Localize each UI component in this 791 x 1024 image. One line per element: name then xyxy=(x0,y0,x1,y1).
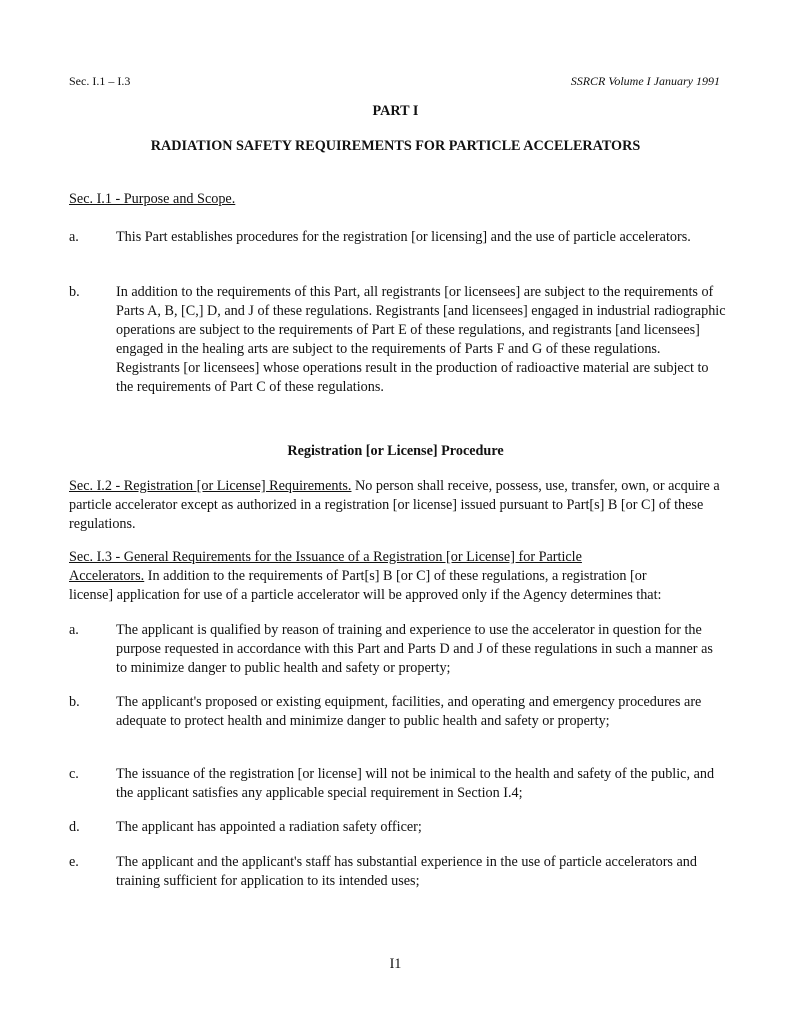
list-label: a. xyxy=(69,622,79,638)
section-i2-body: No person shall receive, possess, use, transfer, own, or acquire a particle accelerator except as authorized in a registration [or license] issued pursuant to Part[s] B [or C] of these regulations. xyxy=(69,478,720,532)
list-item-text: In addition to the requirements of this Part, all registrants [or licensees] are subject to the requirements of Parts A, B, [C,] D, and J of these regulations. Registrants [and licensees] engaged in industrial radiographic operations are subject to the requirements of Part E of these regulations, and registrants [and licensees] engaged in the healing arts are subject to the requirements of Parts F and G of these regulations. Registrants [or licensees] whose operations result in the production of radioactive material are subject to the requirements of Part C of these regulations. xyxy=(116,284,726,395)
list-item-text: The applicant has appointed a radiation safety officer; xyxy=(116,819,422,835)
section-i3-intro-line2: license] application for use of a particle accelerator will be approved only if the Agency determines that: xyxy=(69,587,662,603)
list-item-text: This Part establishes procedures for the registration [or licensing] and the use of particle accelerators. xyxy=(116,229,691,245)
list-label: b. xyxy=(69,694,80,710)
list-item-text: The applicant and the applicant's staff has substantial experience in the use of particle accelerators and training sufficient for application to its intended uses; xyxy=(116,854,697,889)
section-i1-heading: Sec. I.1 - Purpose and Scope. xyxy=(69,191,236,207)
list-label: b. xyxy=(69,284,80,300)
part-title: PART I xyxy=(372,103,419,119)
running-header-volume-date: SSRCR Volume I January 1991 xyxy=(570,74,720,88)
section-i2-paragraph xyxy=(69,477,729,534)
list-item-text: The applicant is qualified by reason of training and experience to use the accelerator in question for the purpose requested in accordance with this Part and Parts D and J of these regulations in such a manner as to minimize danger to public health and safety or property; xyxy=(116,622,713,676)
list-label: a. xyxy=(69,229,79,245)
list-label: c. xyxy=(69,766,79,782)
section-i2-heading: Sec. I.2 - Registration [or License] Requirements. xyxy=(69,478,352,494)
running-header-section-range: Sec. I.1 – I.3 xyxy=(69,74,131,88)
section-i3-heading-line1: Sec. I.3 - General Requirements for the Issuance of a Registration [or License] for Particle xyxy=(69,549,582,565)
section-i3-heading-line2: Accelerators. xyxy=(69,568,145,584)
list-item-text: The applicant's proposed or existing equipment, facilities, and operating and emergency procedures are adequate to protect health and minimize danger to public health and safety or property; xyxy=(116,694,702,729)
section-i3-intro-line1: In addition to the requirements of Part[s] B [or C] of these regulations, a registration [or xyxy=(144,568,647,584)
page-number: I1 xyxy=(389,956,402,972)
section-i3-paragraph xyxy=(69,548,729,605)
subheading-registration-procedure: Registration [or License] Procedure xyxy=(287,443,504,459)
list-label: d. xyxy=(69,819,80,835)
list-label: e. xyxy=(69,854,79,870)
list-item-text: The issuance of the registration [or license] will not be inimical to the health and safety of the public, and the applicant satisfies any applicable special requirement in Section I.4; xyxy=(116,766,715,801)
document-title: RADIATION SAFETY REQUIREMENTS FOR PARTICLE ACCELERATORS xyxy=(150,138,641,154)
